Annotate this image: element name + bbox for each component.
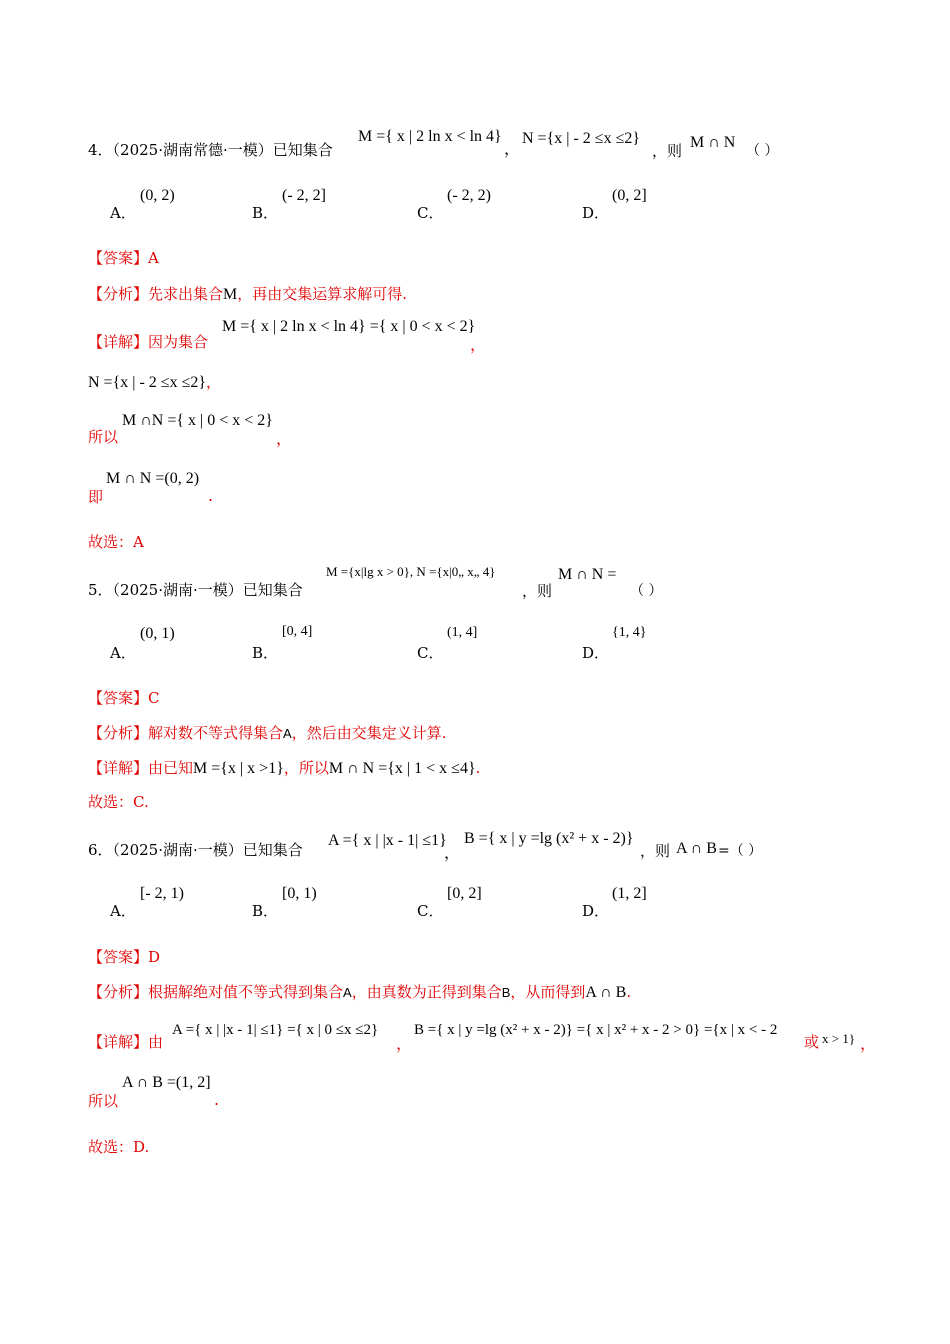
q6-analysis bbox=[88, 982, 631, 1003]
q4-set-n: N ={x | - 2 ≤x ≤2} bbox=[522, 130, 641, 147]
q6-analysis-mid: ，由真数为正得到集合 bbox=[351, 983, 502, 1001]
q6-detail-text: 由 bbox=[148, 1033, 164, 1051]
q5-detail-math1: M ={x | x >1} bbox=[193, 760, 284, 777]
q4-line-n-math: N ={x | - 2 ≤x ≤2} bbox=[88, 374, 207, 391]
q6-analysis-text: 根据解绝对值不等式得到集合 bbox=[148, 983, 344, 1001]
q6-answer-value: D bbox=[148, 948, 161, 966]
q6-so-period: . bbox=[214, 1090, 220, 1109]
q5-detail-mid: ，所以 bbox=[283, 759, 329, 777]
q6-analysis-symbol-b: B bbox=[501, 985, 511, 1000]
q6-option-a-letter: A． bbox=[110, 902, 136, 920]
q4-paren: （ ） bbox=[746, 143, 779, 159]
q6-analysis-mid2: ，从而得到 bbox=[510, 983, 586, 1001]
q5-detail-label: 【详解】 bbox=[88, 759, 149, 777]
q5-option-a-letter: A． bbox=[110, 644, 136, 662]
q4-detail-text: 因为集合 bbox=[148, 333, 209, 351]
q6-analysis-period: . bbox=[626, 983, 632, 1001]
q6-option-c-value: [0, 2] bbox=[447, 885, 482, 902]
q5-option-a-value: (0, 1) bbox=[140, 625, 175, 642]
q6-option-b-value: [0, 1) bbox=[282, 885, 317, 902]
q4-set-m: M ={ x | 2 ln x < ln 4} bbox=[358, 128, 502, 145]
q5-option-b-value: [0, 4] bbox=[282, 624, 313, 639]
q6-source: （2025·湖南·一模）已知集合 bbox=[112, 841, 303, 859]
q6-target: A ∩ B bbox=[676, 840, 717, 857]
q6-option-a-value: [- 2, 1) bbox=[140, 885, 184, 902]
q4-ji-math: M ∩ N =(0, 2) bbox=[106, 470, 200, 487]
q6-detail-comma2: ， bbox=[860, 1034, 877, 1053]
q4-source: （2025·湖南常德·一模）已知集合 bbox=[112, 141, 333, 159]
q6-answer-label: 【答案】 bbox=[88, 948, 149, 966]
q4-choose: 故选：A bbox=[88, 533, 144, 551]
q6-set-b: B ={ x | y =lg (x² + x - 2)} bbox=[464, 830, 634, 847]
q6-detail-math1: A ={ x | |x - 1| ≤1} ={ x | 0 ≤x ≤2} bbox=[172, 1022, 379, 1038]
q5-detail-period: . bbox=[475, 759, 481, 777]
q4-detail-label: 【详解】 bbox=[88, 333, 149, 351]
q4-ji-period: . bbox=[208, 486, 214, 505]
q5-option-c-value: (1, 4] bbox=[447, 625, 478, 640]
q5-analysis-label: 【分析】 bbox=[88, 724, 149, 742]
q6-eq: =（ ） bbox=[718, 843, 763, 859]
q6-analysis-target: A ∩ B bbox=[585, 984, 627, 1001]
q5-source: （2025·湖南·一模）已知集合 bbox=[112, 581, 303, 599]
q6-option-b-letter: B． bbox=[252, 902, 279, 920]
q4-answer-value: A bbox=[148, 249, 159, 267]
q6-analysis-label: 【分析】 bbox=[88, 983, 149, 1001]
q4-line-n bbox=[88, 372, 221, 393]
q5-analysis bbox=[88, 723, 446, 744]
q6-so-label: 所以 bbox=[88, 1092, 119, 1110]
q4-analysis-rest: ，再由交集运算求解可得. bbox=[237, 285, 408, 303]
q6-detail-math2: B ={ x | y =lg (x² + x - 2)} ={ x | x² + x - 2 > 0} ={x | x < - 2 bbox=[414, 1022, 778, 1038]
q5-target: M ∩ N = bbox=[558, 566, 617, 583]
q4-target: M ∩ N bbox=[690, 134, 736, 151]
q5-analysis-symbol: A bbox=[283, 726, 292, 741]
q6-option-c-letter: C． bbox=[417, 902, 444, 920]
q6-detail-or: 或 bbox=[804, 1033, 820, 1051]
q6-detail-math3: x > 1} bbox=[822, 1031, 856, 1046]
q5-option-d-value: {1, 4} bbox=[612, 625, 647, 640]
q4-number: 4． bbox=[88, 141, 113, 159]
q4-so-comma: ， bbox=[276, 429, 293, 448]
q6-option-d-letter: D． bbox=[582, 902, 610, 920]
q4-answer bbox=[88, 248, 159, 268]
q5-option-d-letter: D． bbox=[582, 644, 610, 662]
q5-answer-label: 【答案】 bbox=[88, 689, 149, 707]
q6-comma: ， bbox=[444, 843, 461, 862]
q4-analysis-label: 【分析】 bbox=[88, 285, 149, 303]
q4-ji-label: 即 bbox=[88, 488, 104, 506]
q5-answer-value: C bbox=[148, 689, 160, 707]
q4-detail bbox=[88, 332, 208, 352]
q4-analysis-symbol: M bbox=[223, 286, 238, 303]
q4-option-a-value: (0, 2) bbox=[140, 187, 175, 204]
q6-stem bbox=[88, 840, 303, 860]
q6-number: 6． bbox=[88, 841, 113, 859]
q4-line-n-comma: ， bbox=[206, 373, 222, 391]
q5-detail bbox=[88, 758, 480, 779]
q4-analysis bbox=[88, 284, 407, 305]
q4-option-d-letter: D． bbox=[582, 204, 610, 222]
q5-analysis-text: 解对数不等式得集合 bbox=[148, 724, 284, 742]
q5-number: 5． bbox=[88, 581, 113, 599]
q5-paren: （ ） bbox=[630, 583, 663, 599]
q4-option-c-value: (- 2, 2) bbox=[447, 187, 491, 204]
q4-then: ，则 bbox=[652, 142, 683, 160]
q4-detail-math: M ={ x | 2 ln x < ln 4} ={ x | 0 < x < 2} bbox=[222, 318, 476, 335]
q4-so-label: 所以 bbox=[88, 428, 119, 446]
q5-then: ，则 bbox=[522, 582, 553, 600]
q4-option-c-letter: C． bbox=[417, 204, 444, 222]
q6-set-a: A ={ x | |x - 1| ≤1} bbox=[328, 832, 447, 849]
q6-so-math: A ∩ B =(1, 2] bbox=[122, 1074, 211, 1091]
q5-option-c-letter: C． bbox=[417, 644, 444, 662]
q5-answer bbox=[88, 688, 160, 708]
q5-sets: M ={x|lg x > 0}, N ={x|0„ x„ 4} bbox=[326, 564, 496, 579]
q6-choose: 故选：D. bbox=[88, 1138, 150, 1156]
q5-analysis-rest: ，然后由交集定义计算. bbox=[291, 724, 447, 742]
q4-stem bbox=[88, 140, 333, 160]
q6-then: ，则 bbox=[640, 842, 671, 860]
q6-option-d-value: (1, 2] bbox=[612, 885, 647, 902]
q4-comma: ， bbox=[504, 139, 521, 158]
q6-detail-label-text: 【详解】 bbox=[88, 1033, 149, 1051]
q5-option-b-letter: B． bbox=[252, 644, 279, 662]
q6-detail-comma1: ， bbox=[396, 1034, 413, 1053]
q4-answer-label: 【答案】 bbox=[88, 249, 149, 267]
q6-answer bbox=[88, 947, 160, 967]
q4-analysis-text: 先求出集合 bbox=[148, 285, 224, 303]
q4-detail-comma: ， bbox=[470, 335, 487, 354]
q5-detail-math2: M ∩ N ={x | 1 < x ≤4} bbox=[328, 760, 476, 777]
q6-detail-label bbox=[88, 1031, 163, 1052]
q4-option-d-value: (0, 2] bbox=[612, 187, 647, 204]
q5-stem bbox=[88, 580, 303, 600]
q5-detail-text: 由已知 bbox=[148, 759, 194, 777]
q4-option-b-value: (- 2, 2] bbox=[282, 187, 326, 204]
q6-analysis-symbol-a: A bbox=[343, 985, 352, 1000]
q4-option-b-letter: B． bbox=[252, 204, 279, 222]
q4-so-math: M ∩N ={ x | 0 < x < 2} bbox=[122, 412, 273, 429]
q4-option-a-letter: A． bbox=[110, 204, 136, 222]
q5-choose: 故选：C. bbox=[88, 793, 149, 811]
